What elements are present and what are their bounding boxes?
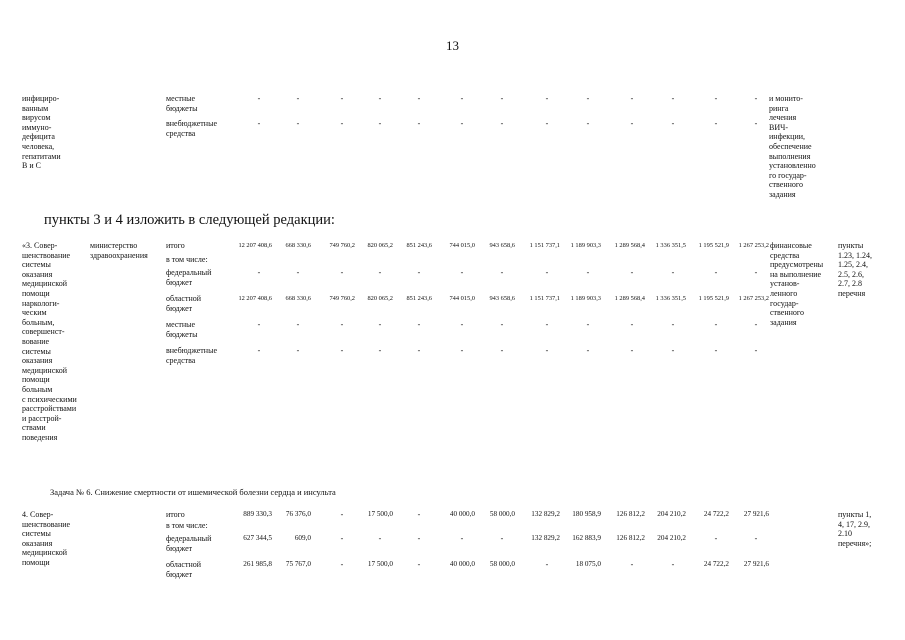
block2-row-label-3: областной бюджет	[166, 294, 202, 313]
block1-event: инфициро- ванным вирусом иммуно- дефицита человека, гепатитами В и С	[22, 94, 61, 171]
block2-cell-r4-c0: -	[257, 320, 261, 329]
block3-row-label-0: итого	[166, 510, 185, 519]
block1-cell-r0-c10: -	[671, 94, 675, 103]
block2-cell-r5-c10: -	[671, 346, 675, 355]
block2-cell-r2-c5: -	[460, 268, 464, 277]
block2-row-label-5: внебюджетные средства	[166, 346, 217, 365]
block2-cell-r3-c9: 1 289 568,4	[614, 295, 645, 302]
block2-row-label-1: в том числе:	[166, 255, 208, 264]
block3-cell-r3-c8: 18 075,0	[575, 560, 601, 568]
block1-cell-r0-c6: -	[500, 94, 504, 103]
block3-cell-r3-c3: 17 500,0	[367, 560, 393, 568]
block2-cell-r5-c4: -	[417, 346, 421, 355]
block1-cell-r0-c7: -	[545, 94, 549, 103]
block2-result: финансовые средства предусмотрены на выполнение установ- ленного государ- ственного задания	[770, 241, 824, 327]
block3-cell-r0-c12: 27 921,6	[743, 510, 769, 518]
block3-cell-r3-c5: 40 000,0	[449, 560, 475, 568]
block3-cell-r0-c3: 17 500,0	[367, 510, 393, 518]
block1-result: и монито- ринга лечения ВИЧ- инфекции, обеспечение выполнения установленно го государ- ственного задания	[769, 94, 816, 199]
block1-cell-r1-c6: -	[500, 119, 504, 128]
block2-cell-r0-c3: 820 065,2	[367, 242, 393, 249]
block3-points: пункты 1, 4, 17, 2.9, 2.10 перечня»;	[838, 510, 872, 548]
block2-cell-r0-c10: 1 336 351,5	[655, 242, 686, 249]
block3-cell-r0-c2: -	[340, 510, 344, 519]
block2-cell-r5-c6: -	[500, 346, 504, 355]
block2-cell-r0-c8: 1 189 903,3	[570, 242, 601, 249]
block2-cell-r2-c3: -	[378, 268, 382, 277]
block2-cell-r5-c11: -	[714, 346, 718, 355]
block2-cell-r0-c11: 1 195 521,9	[698, 242, 729, 249]
block2-cell-r2-c12: -	[754, 268, 758, 277]
block3-cell-r2-c6: -	[500, 534, 504, 543]
block2-row-label-4: местные бюджеты	[166, 320, 198, 339]
block2-cell-r5-c0: -	[257, 346, 261, 355]
block2-cell-r5-c2: -	[340, 346, 344, 355]
block1-cell-r0-c5: -	[460, 94, 464, 103]
block1-cell-r0-c2: -	[340, 94, 344, 103]
block2-cell-r0-c1: 668 330,6	[285, 242, 311, 249]
block2-cell-r3-c3: 820 065,2	[367, 295, 393, 302]
task-heading: Задача № 6. Снижение смертности от ишемической болезни сердца и инсульта	[50, 487, 336, 497]
block2-cell-r0-c4: 851 243,6	[406, 242, 432, 249]
block2-executor: министерство здравоохранения	[90, 241, 148, 260]
block3-cell-r0-c11: 24 722,2	[703, 510, 729, 518]
block2-cell-r4-c4: -	[417, 320, 421, 329]
block3-cell-r2-c3: -	[378, 534, 382, 543]
block2-cell-r4-c3: -	[378, 320, 382, 329]
block2-cell-r4-c2: -	[340, 320, 344, 329]
block3-cell-r2-c4: -	[417, 534, 421, 543]
block2-row-label-0: итого	[166, 241, 185, 250]
block2-cell-r0-c7: 1 151 737,1	[529, 242, 560, 249]
block3-row-label-2: федеральный бюджет	[166, 534, 212, 553]
block2-cell-r5-c9: -	[630, 346, 634, 355]
block1-cell-r0-c4: -	[417, 94, 421, 103]
block3-cell-r3-c0: 261 985,8	[243, 560, 272, 568]
block2-cell-r0-c2: 749 760,2	[329, 242, 355, 249]
block2-cell-r4-c8: -	[586, 320, 590, 329]
block1-row-label-0: местные бюджеты	[166, 94, 198, 113]
block3-cell-r0-c7: 132 829,2	[531, 510, 560, 518]
block3-cell-r0-c8: 180 958,9	[572, 510, 601, 518]
block3-cell-r3-c9: -	[630, 560, 634, 569]
heading: пункты 3 и 4 изложить в следующей редакции:	[44, 212, 335, 228]
block2-cell-r3-c7: 1 151 737,1	[529, 295, 560, 302]
block1-cell-r0-c3: -	[378, 94, 382, 103]
block1-cell-r0-c9: -	[630, 94, 634, 103]
block2-cell-r3-c5: 744 015,0	[449, 295, 475, 302]
block3-cell-r3-c11: 24 722,2	[703, 560, 729, 568]
block3-cell-r2-c8: 162 883,9	[572, 534, 601, 542]
block2-cell-r0-c12: 1 267 253,2	[738, 242, 769, 249]
block1-cell-r1-c8: -	[586, 119, 590, 128]
block2-cell-r2-c11: -	[714, 268, 718, 277]
block2-points: пункты 1.23, 1.24, 1.25, 2.4, 2.5, 2.6, 2.7, 2.8 перечня	[838, 241, 872, 298]
block2-cell-r5-c7: -	[545, 346, 549, 355]
block2-cell-r3-c2: 749 760,2	[329, 295, 355, 302]
block2-cell-r4-c10: -	[671, 320, 675, 329]
block3-cell-r2-c7: 132 829,2	[531, 534, 560, 542]
block2-cell-r4-c5: -	[460, 320, 464, 329]
block2-cell-r5-c8: -	[586, 346, 590, 355]
block3-row-label-1: в том числе:	[166, 521, 208, 530]
block3-cell-r3-c7: -	[545, 560, 549, 569]
block2-cell-r3-c11: 1 195 521,9	[698, 295, 729, 302]
block1-cell-r0-c1: -	[296, 94, 300, 103]
block2-cell-r4-c9: -	[630, 320, 634, 329]
block2-cell-r0-c9: 1 289 568,4	[614, 242, 645, 249]
block2-cell-r4-c12: -	[754, 320, 758, 329]
page-number: 13	[446, 38, 459, 53]
block2-cell-r4-c6: -	[500, 320, 504, 329]
block2-cell-r2-c9: -	[630, 268, 634, 277]
block2-cell-r0-c6: 943 658,6	[489, 242, 515, 249]
block2-cell-r0-c0: 12 207 408,6	[238, 242, 272, 249]
block3-cell-r3-c12: 27 921,6	[743, 560, 769, 568]
block2-event: «3. Совер- шенствование системы оказания медицинской помощи наркологи- ческим больным, совершенст- вование системы оказания медицинской помощи больным с психическими расстройствами и расстрой- ствами поведения	[22, 241, 77, 442]
block2-cell-r4-c7: -	[545, 320, 549, 329]
block3-cell-r0-c10: 204 210,2	[657, 510, 686, 518]
block3-cell-r0-c4: -	[417, 510, 421, 519]
block3-cell-r2-c0: 627 344,5	[243, 534, 272, 542]
block3-cell-r2-c9: 126 812,2	[616, 534, 645, 542]
block2-cell-r3-c8: 1 189 903,3	[570, 295, 601, 302]
block3-cell-r0-c9: 126 812,2	[616, 510, 645, 518]
block2-cell-r5-c1: -	[296, 346, 300, 355]
block2-cell-r4-c11: -	[714, 320, 718, 329]
block2-cell-r2-c6: -	[500, 268, 504, 277]
block2-cell-r3-c6: 943 658,6	[489, 295, 515, 302]
block1-row-label-1: внебюджетные средства	[166, 119, 217, 138]
block1-cell-r1-c9: -	[630, 119, 634, 128]
block1-cell-r1-c0: -	[257, 119, 261, 128]
block3-cell-r3-c6: 58 000,0	[489, 560, 515, 568]
block1-cell-r1-c7: -	[545, 119, 549, 128]
block2-cell-r3-c4: 851 243,6	[406, 295, 432, 302]
block2-cell-r3-c10: 1 336 351,5	[655, 295, 686, 302]
block2-row-label-2: федеральный бюджет	[166, 268, 212, 287]
block3-cell-r2-c2: -	[340, 534, 344, 543]
block2-cell-r3-c0: 12 207 408,6	[238, 295, 272, 302]
block1-cell-r1-c1: -	[296, 119, 300, 128]
block3-cell-r0-c6: 58 000,0	[489, 510, 515, 518]
block3-event: 4. Совер- шенствование системы оказания медицинской помощи	[22, 510, 71, 567]
block3-cell-r0-c0: 889 330,3	[243, 510, 272, 518]
block2-cell-r2-c10: -	[671, 268, 675, 277]
block3-cell-r3-c1: 75 767,0	[285, 560, 311, 568]
block3-cell-r2-c10: 204 210,2	[657, 534, 686, 542]
block2-cell-r2-c8: -	[586, 268, 590, 277]
block1-cell-r1-c2: -	[340, 119, 344, 128]
block1-cell-r0-c8: -	[586, 94, 590, 103]
block2-cell-r3-c12: 1 267 253,2	[738, 295, 769, 302]
block1-cell-r1-c10: -	[671, 119, 675, 128]
block2-cell-r5-c3: -	[378, 346, 382, 355]
block1-cell-r0-c12: -	[754, 94, 758, 103]
block2-cell-r5-c5: -	[460, 346, 464, 355]
block3-cell-r3-c2: -	[340, 560, 344, 569]
block2-cell-r2-c7: -	[545, 268, 549, 277]
block1-cell-r1-c5: -	[460, 119, 464, 128]
block1-cell-r0-c11: -	[714, 94, 718, 103]
block3-cell-r3-c4: -	[417, 560, 421, 569]
block3-cell-r2-c12: -	[754, 534, 758, 543]
block1-cell-r0-c0: -	[257, 94, 261, 103]
block3-row-label-3: областной бюджет	[166, 560, 202, 579]
block2-cell-r2-c2: -	[340, 268, 344, 277]
block2-cell-r2-c1: -	[296, 268, 300, 277]
block3-cell-r0-c5: 40 000,0	[449, 510, 475, 518]
block3-cell-r3-c10: -	[671, 560, 675, 569]
block2-cell-r0-c5: 744 015,0	[449, 242, 475, 249]
block1-cell-r1-c4: -	[417, 119, 421, 128]
block2-cell-r3-c1: 668 330,6	[285, 295, 311, 302]
block3-cell-r2-c1: 609,0	[294, 534, 311, 542]
block2-cell-r4-c1: -	[296, 320, 300, 329]
block3-cell-r2-c5: -	[460, 534, 464, 543]
block2-cell-r2-c4: -	[417, 268, 421, 277]
block2-cell-r5-c12: -	[754, 346, 758, 355]
block3-cell-r2-c11: -	[714, 534, 718, 543]
block1-cell-r1-c12: -	[754, 119, 758, 128]
block1-cell-r1-c3: -	[378, 119, 382, 128]
block2-cell-r2-c0: -	[257, 268, 261, 277]
block3-cell-r0-c1: 76 376,0	[285, 510, 311, 518]
block1-cell-r1-c11: -	[714, 119, 718, 128]
